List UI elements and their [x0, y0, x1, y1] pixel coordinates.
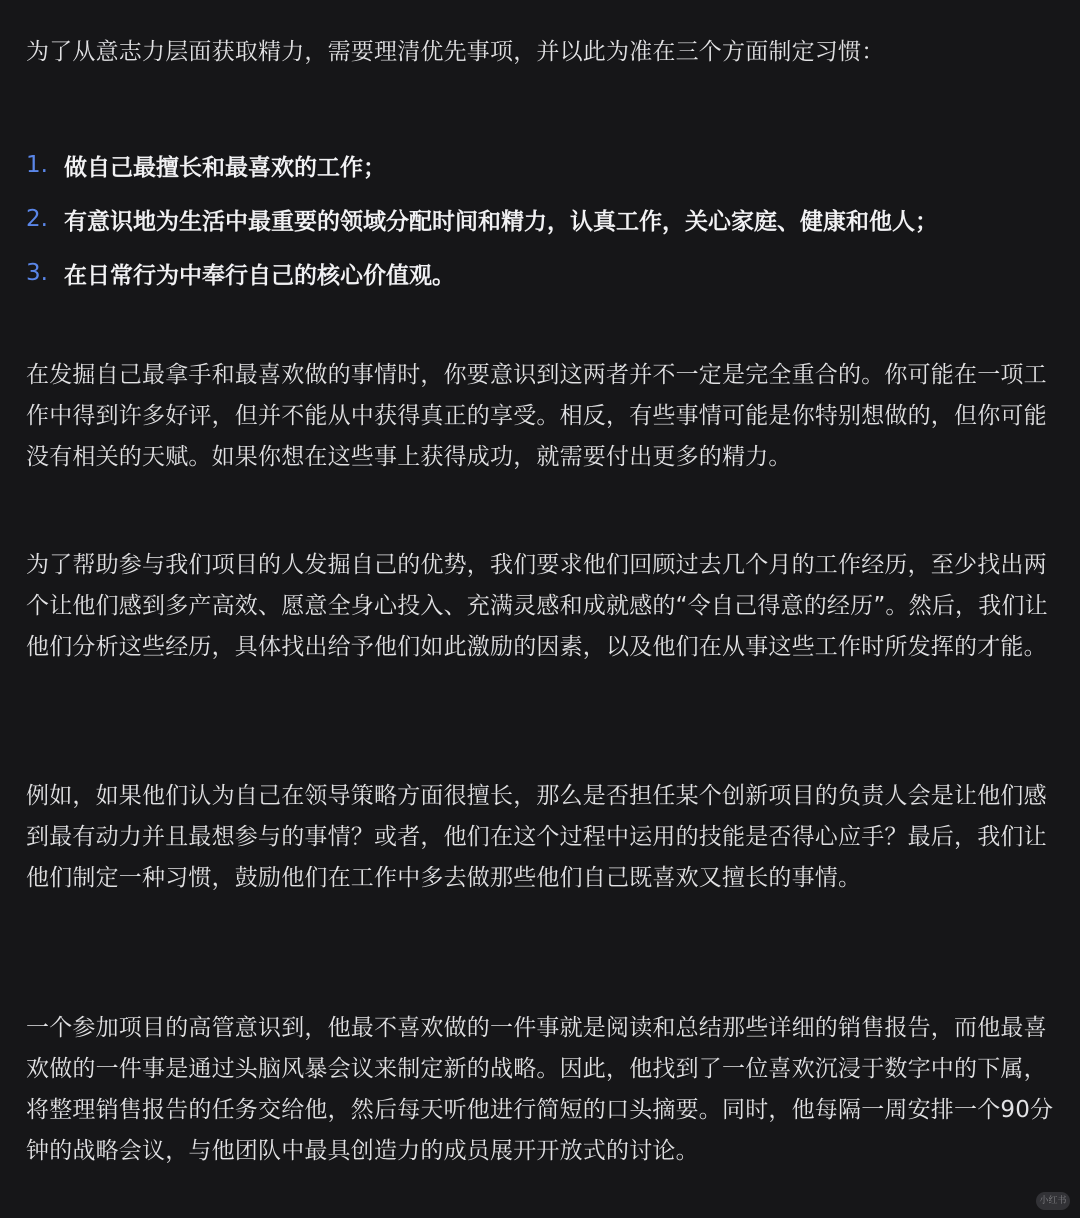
body-paragraph: 一个参加项目的高管意识到，他最不喜欢做的一件事就是阅读和总结那些详细的销售报告，而他最喜欢做的一件事是通过头脑风暴会议来制定新的战略。因此，他找到了一位喜欢沉浸于数字中的下属，将整理销售报告的任务交给他，然后每天听他进行简短的口头摘要。同时，他每隔一周安排一个90分钟的战略会议，与他团队中最具创造力的成员展开开放式的讨论。	[26, 1015, 1054, 1164]
list-number: 2.	[26, 206, 48, 232]
list-number: 1.	[26, 152, 48, 178]
list-number: 3.	[26, 260, 48, 286]
body-paragraph: 为了帮助参与我们项目的人发掘自己的优势，我们要求他们回顾过去几个月的工作经历，至少找出两个让他们感到多产高效、愿意全身心投入、充满灵感和成就感的“令自己得意的经历”。然后，我们让他们分析这些经历，具体找出给予他们如此激励的因素，以及他们在从事这些工作时所发挥的才能。	[26, 552, 1048, 660]
body-paragraph: 例如，如果他们认为自己在领导策略方面很擅长，那么是否担任某个创新项目的负责人会是让他们感到最有动力并且最想参与的事情？或者，他们在这个过程中运用的技能是否得心应手？最后，我们让他们制定一种习惯，鼓励他们在工作中多去做那些他们自己既喜欢又擅长的事情。	[26, 783, 1047, 891]
body-paragraph: 在发掘自己最拿手和最喜欢做的事情时，你要意识到这两者并不一定是完全重合的。你可能在一项工作中得到许多好评，但并不能从中获得真正的享受。相反，有些事情可能是你特别想做的，但你可能没有相关的天赋。如果你想在这些事上获得成功，就需要付出更多的精力。	[26, 362, 1047, 470]
watermark-logo: 小红书	[1036, 1192, 1070, 1210]
list-item	[26, 192, 1066, 246]
list-item	[26, 138, 1066, 192]
list-item-text: 在日常行为中奉行自己的核心价值观。	[64, 262, 455, 289]
list-item-text: 做自己最擅长和最喜欢的工作；	[64, 154, 386, 181]
list-item-text: 有意识地为生活中最重要的领域分配时间和精力，认真工作，关心家庭、健康和他人；	[64, 208, 938, 235]
list-item	[26, 246, 1066, 300]
habit-list	[26, 138, 1066, 300]
intro-paragraph: 为了从意志力层面获取精力，需要理清优先事项，并以此为准在三个方面制定习惯：	[26, 39, 885, 65]
